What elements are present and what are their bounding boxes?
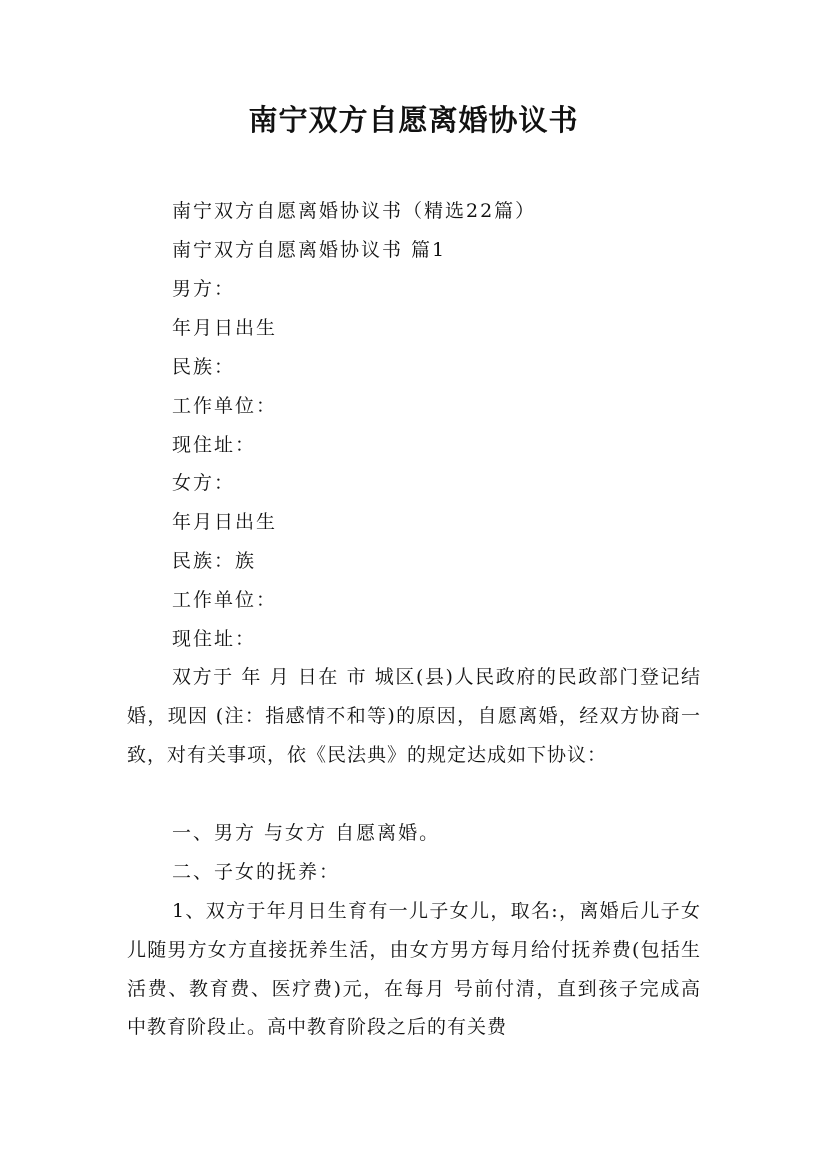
- female-party-label: 女方：: [172, 472, 236, 494]
- male-workplace-line: 工作单位：: [172, 395, 278, 417]
- subtitle-line: 南宁双方自愿离婚协议书（精选22篇）: [172, 200, 537, 222]
- section-heading: 南宁双方自愿离婚协议书 篇1: [172, 239, 447, 261]
- male-address-line: 现住址：: [172, 434, 257, 456]
- document-title: 南宁双方自愿离婚协议书: [248, 103, 579, 137]
- female-ethnicity-line: 民族：族: [172, 550, 257, 572]
- child-support-paragraph: 1、双方于年月日生育有一儿子女儿，取名:，离婚后儿子女儿随男方女方直接抚养生活，由女方男方每月给付抚养费(包括生活费、教育费、医疗费)元，在每月 号前付清，直到孩子完成高中教育阶段止。高中教育阶段之后的有关费: [127, 900, 701, 1039]
- male-birth-line: 年月日出生: [172, 317, 278, 339]
- marriage-paragraph: 双方于 年 月 日在 市 城区(县)人民政府的民政部门登记结婚，现因 (注：指感情不和等)的原因，自愿离婚，经双方协商一致，对有关事项，依《民法典》的规定达成如下协议：: [127, 666, 701, 766]
- male-party-label: 男方：: [172, 278, 236, 300]
- male-ethnicity-line: 民族：: [172, 356, 236, 378]
- female-address-line: 现住址：: [172, 628, 257, 650]
- agreement-item-2: 二、子女的抚养：: [172, 861, 341, 883]
- agreement-item-1: 一、男方 与女方 自愿离婚。: [172, 822, 441, 844]
- female-birth-line: 年月日出生: [172, 511, 278, 533]
- female-workplace-line: 工作单位：: [172, 589, 278, 611]
